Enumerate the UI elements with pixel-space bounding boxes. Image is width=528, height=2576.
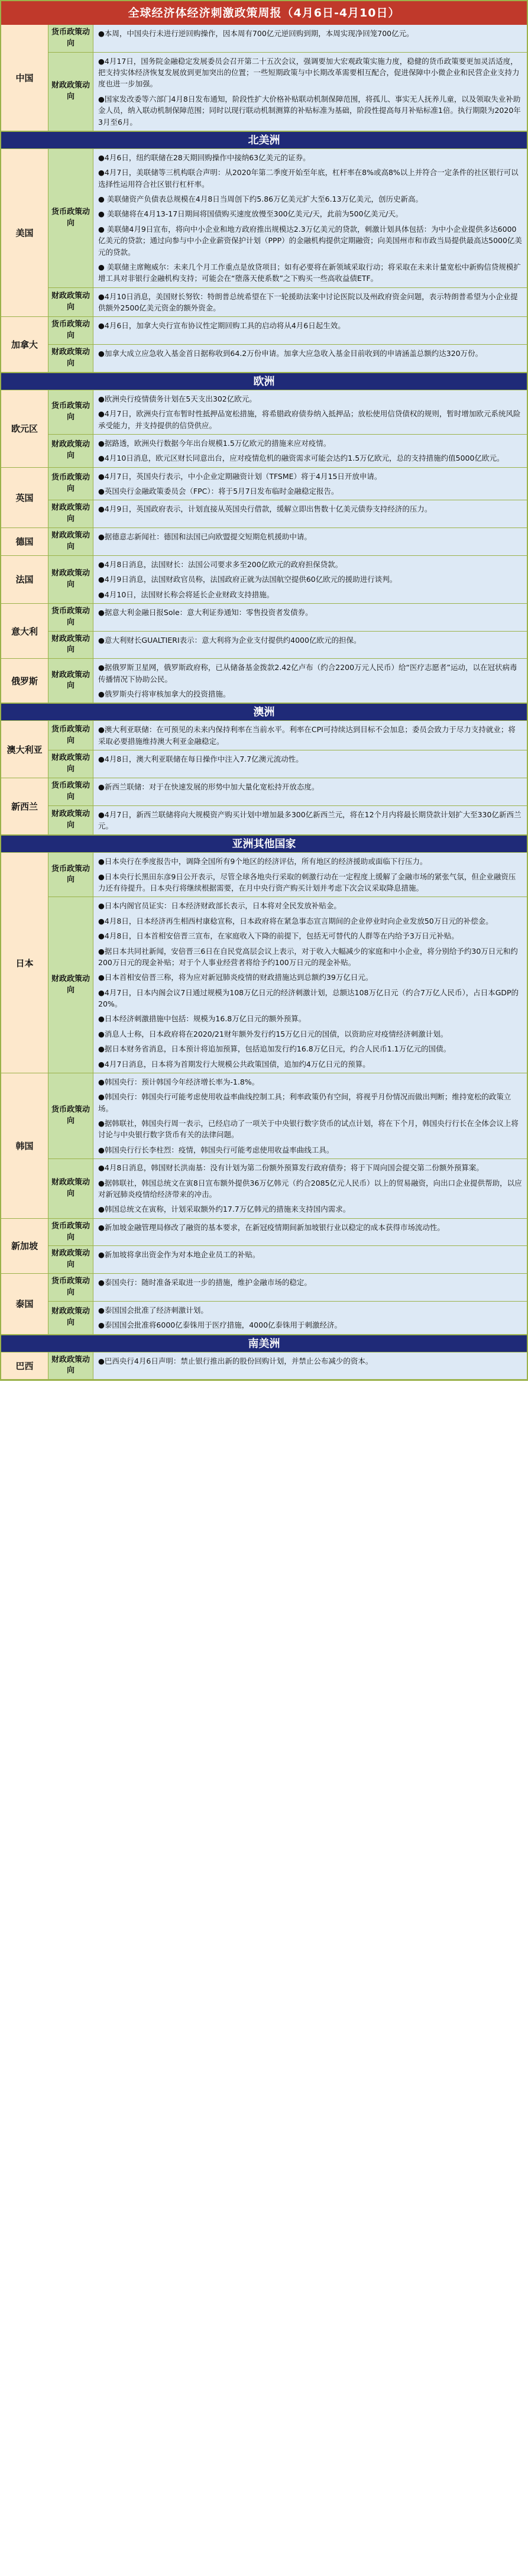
policy-item: ● 美联储资产负债表总规模在4月8日当周创下约5.86万亿美元扩大至6.13万亿美元，创历史新高。	[98, 195, 423, 204]
policy-group	[48, 390, 527, 467]
policy-text	[93, 288, 527, 317]
policy-category: 财政政策动向	[48, 1302, 93, 1334]
policy-category: 财政政策动向	[48, 806, 93, 835]
country-row	[1, 1219, 527, 1274]
policy-item: ●4月7日，英国央行表示，中小企业定期融资计划（TFSME）将于4月15日开放申请。	[98, 471, 382, 481]
policy-category: 财政政策动向	[48, 53, 93, 131]
policy-item: ●据韩联社，韩国总统文在寅8日宣布额外提供36万亿韩元（约合2085亿元人民币）以上的贸易融资，向出口企业提供帮助，以应对新冠肺炎疫情给经济带来的冲击。	[98, 1178, 522, 1199]
policy-item: ●日本经济刺激措施中包括：规模为16.8万亿日元的额外预算。	[98, 1014, 306, 1024]
country-row	[1, 853, 527, 1073]
policy-item: ●据德意志新闻社：德国和法国已向欧盟提交短期危机援助中请。	[98, 532, 312, 542]
country-row	[1, 149, 527, 318]
policy-item: ●4月7日，美联储等三机构联合声明：从2020年第二季度开始至年底，杠杆率在8%或高8%以上并符合一定条件的社区银行可以选择性运用符合社区银行杠杆率。	[98, 168, 519, 189]
country-name: 加拿大	[1, 317, 48, 371]
policy-text	[93, 659, 527, 703]
section-header: 欧洲	[1, 373, 527, 390]
policy-item: ● 美联储将在4月13-17日期间将国债购买速度放慢至300亿美元/天，此前为500亿美元/天。	[98, 209, 403, 219]
country-name: 日本	[1, 853, 48, 1073]
country-row	[1, 468, 527, 528]
policy-row	[48, 390, 527, 435]
policy-text	[93, 317, 527, 344]
policy-item: ●日本首相安倍晋三称，将为应对新冠肺炎疫情的财政措施达到总额约39万亿日元。	[98, 973, 373, 982]
country-row	[1, 25, 527, 131]
country-row	[1, 1274, 527, 1334]
policy-item: ●本周，中国央行未进行逆回购操作，因本周有700亿元逆回购到期，本周实现净回笼700亿元。	[98, 29, 414, 38]
policy-category: 财政政策动向	[48, 659, 93, 703]
policy-row	[48, 149, 527, 288]
policy-text	[93, 778, 527, 805]
policy-text	[93, 435, 527, 467]
policy-category: 财政政策动向	[48, 750, 93, 778]
policy-item: ●俄罗斯央行将审核加拿大的投资措施。	[98, 690, 231, 699]
policy-group	[48, 25, 527, 131]
policy-item: ●4月8日消息，韩国财长洪南基：没有计划为第二份额外预算发行政府债券；将于下周向国会提交第二份额外预算案。	[98, 1163, 484, 1173]
policy-item: ●据日本共同社新闻，安倍晋三6日在自民党高层会议上表示，对于收入大幅减少的家庭和中小企业，将分别给予约30万日元和约200万日元的现金补贴；对于个人事业经营者将给予约100万日元的现金补贴。	[98, 946, 518, 967]
policy-text	[93, 528, 527, 555]
policy-category: 货币政策动向	[48, 1073, 93, 1158]
policy-item: ●欧洲央行疫情债务计划在5天支出302亿欧元。	[98, 394, 257, 403]
policy-text	[93, 1302, 527, 1334]
policy-text	[93, 750, 527, 778]
country-name: 英国	[1, 468, 48, 528]
section-header: 澳洲	[1, 703, 527, 721]
country-name: 泰国	[1, 1274, 48, 1334]
country-row	[1, 721, 527, 778]
policy-text	[93, 853, 527, 897]
policy-item: ●4月17日，国务院金融稳定发展委员会召开第二十五次会议，强调要加大宏观政策实施力度，稳健的货币政策要更加灵活适度，把支持实体经济恢复发展放到更加突出的位置；一些短期政策与中长期改革需要相互配合，促进保障中小微企业和民营企业支持力度也进一步加强。	[98, 56, 520, 89]
policy-item: ●4月9日消息，法国财政官员称，法国政府正就为法国航空提供60亿欧元的援助进行谈判。	[98, 575, 397, 584]
policy-group	[48, 149, 527, 317]
policy-category: 货币政策动向	[48, 853, 93, 897]
policy-row	[48, 1302, 527, 1334]
policy-category: 财政政策动向	[48, 632, 93, 659]
country-name: 新西兰	[1, 778, 48, 834]
policy-item: ●4月7日，新西兰联储将向大规模资产购买计划中增加最多300亿新西兰元，将在12个月内将最长期贷款计划扩大至330亿新西兰元。	[98, 810, 521, 830]
country-name: 韩国	[1, 1073, 48, 1218]
policy-row	[48, 1352, 527, 1380]
policy-row	[48, 1274, 527, 1302]
policy-row	[48, 632, 527, 659]
policy-group	[48, 317, 527, 371]
policy-row	[48, 345, 527, 372]
policy-row	[48, 528, 527, 555]
policy-group	[48, 1219, 527, 1273]
policy-item: ●泰国央行：随时准备采取进一步的措施，维护金融市场的稳定。	[98, 1278, 312, 1287]
country-name: 俄罗斯	[1, 659, 48, 703]
policy-text	[93, 149, 527, 287]
policy-item: ●泰国国会批准将6000亿泰铢用于医疗措施，4000亿泰铢用于刺激经济。	[98, 1321, 342, 1330]
policy-item: ●4月10日，法国财长称会将延长企业财政支持措施。	[98, 590, 274, 599]
policy-row	[48, 317, 527, 345]
policy-text	[93, 1246, 527, 1273]
policy-text	[93, 25, 527, 52]
policy-category: 货币政策动向	[48, 721, 93, 750]
policy-category: 货币政策动向	[48, 1274, 93, 1301]
policy-item: ●韩国央行：韩国央行可能考虑使用收益率曲线控制工具；利率政策仍有空间，将视乎月份情况而做出判断；维持宽松的政策立场。	[98, 1092, 511, 1113]
policy-text	[93, 721, 527, 750]
policy-row	[48, 288, 527, 317]
policy-text	[93, 468, 527, 500]
policy-row	[48, 1246, 527, 1273]
policy-item: ●新加坡将拿出资金作为对本地企业员工的补贴。	[98, 1250, 260, 1260]
policy-item: ●4月8日，日本经济再生相西村康稔宣称，日本政府将在紧急事态宣言期间的企业停业时向企业发放50万日元的补偿金。	[98, 916, 493, 925]
country-name: 美国	[1, 149, 48, 317]
policy-row	[48, 1073, 527, 1159]
country-row	[1, 317, 527, 372]
country-name: 法国	[1, 556, 48, 603]
policy-item: ● 美联储4月9日宣布，将向中小企业和地方政府推出规模达2.3万亿美元的贷款，刺激计划具体包括：为中小企业提供多达6000亿美元的贷款；通过向参与中小企业薪资保护计划（PPP）的金融机构提供定期融资；向美国州市和市政当局提供最高达5000亿美元的贷款。	[98, 224, 522, 257]
policy-row	[48, 897, 527, 1073]
country-row	[1, 390, 527, 468]
policy-item: ●据意大利金融日报Sole：意大利证券通知：零售投资者发债券。	[98, 607, 313, 617]
policy-item: ● 美联储主席鲍威尔：未来几个月工作重点是放贷项目；如有必要将在新领域采取行动；将采取在未来计量宽松中新购信贷规模扩增工具对非银行金融机构支持；可能会在“堕落天使系数”之下购买一些高收益债ETF。	[98, 262, 521, 283]
policy-item: ●新西兰联储：对于在快速发展的形势中加大量化宽松持开放态度。	[98, 782, 319, 791]
policy-item: ●日本内阁官员证实：日本经济财政部长表示，日本将对全民发放补贴金。	[98, 901, 341, 911]
policy-item: ●新加坡金融管理局修改了融资的基本要求，在新冠疫情期间新加坡银行业以稳定的成本获得市场流动性。	[98, 1222, 445, 1232]
policy-category: 货币政策动向	[48, 1219, 93, 1246]
policy-item: ●4月8日，日本首相安倍晋三宣布，在家庭收入下降的前提下，包括无可替代的人群等在内给予3万日元补贴。	[98, 931, 459, 941]
policy-item: ●消息人士称，日本政府将在2020/21财年额外发行约15万亿日元的国债，以资助应对疫情经济刺激计划。	[98, 1029, 448, 1038]
policy-row	[48, 721, 527, 750]
policy-item: ●澳大利亚联储：在可预见的未来内保持利率在当前水平。利率在CPI可持续达到目标不会加息；委员会致力于尽力支持就业；将采取必要措施维持澳大利亚金融稳定。	[98, 725, 516, 746]
policy-text	[93, 604, 527, 631]
policy-item: ●加拿大成立应急收入基金首日据称收到64.2万份申请。加拿大应急收入基金目前收到的申请涵盖总额约达320万份。	[98, 349, 483, 358]
policy-category: 财政政策动向	[48, 345, 93, 372]
policy-item: ●4月7日消息，日本将为首期发行大规模公共政策国债，追加约4万亿日元的预算。	[98, 1059, 370, 1069]
policy-item: ●日本央行在季度报告中，调降全国所有9个地区的经济评估，所有地区的经济援助或面临下行压力。	[98, 857, 427, 866]
policy-row	[48, 556, 527, 603]
policy-row	[48, 778, 527, 806]
policy-row	[48, 604, 527, 632]
policy-category: 财政政策动向	[48, 1159, 93, 1218]
policy-item: ●英国央行金融政策委员会（FPC）：将于5月7日发布临时金融稳定报告。	[98, 487, 339, 496]
policy-group	[48, 1274, 527, 1334]
policy-group	[48, 721, 527, 777]
policy-group	[48, 853, 527, 1073]
policy-category: 财政政策动向	[48, 1246, 93, 1273]
section-header: 北美洲	[1, 131, 527, 149]
policy-item: ●国家发改委等六部门4月8日发布通知，阶段性扩大价格补贴联动机制保障范围，将孤儿、事实无人抚养儿童，以及领取失业补助金人员，纳入联动机制保障范围；同时以现行联动机制测算的补贴标准为基础，阶段性提高每月补贴标准1倍。执行期限为2020年3月至6月。	[98, 94, 521, 127]
policy-group	[48, 528, 527, 555]
section-header: 亚洲其他国家	[1, 835, 527, 853]
policy-item: ●4月7日，日本内阁会议7日通过规模为108万亿日元的经济刺激计划，总额达108万亿日元（约合7万亿人民币），占日本GDP的20%。	[98, 988, 519, 1009]
policy-item: ●据俄罗斯卫星网，俄罗斯政府称，已从储备基金拨款2.42亿卢布（约合2200万元人民币）给“医疗志愿者”运动，以在冠状病毒传播情况下协助公民。	[98, 663, 517, 684]
policy-row	[48, 500, 527, 528]
policy-row	[48, 25, 527, 53]
policy-item: ●4月7日，欧洲央行宣布暂时性抵押品宽松措施，将希腊政府债券纳入抵押品；放松使用信贷债权的规则，暂时增加欧元系统风险承受能力，并支持提供的信贷供应。	[98, 409, 521, 430]
policy-row	[48, 1219, 527, 1247]
policy-text	[93, 53, 527, 131]
country-name: 中国	[1, 25, 48, 131]
policy-category: 财政政策动向	[48, 1352, 93, 1380]
policy-item: ●4月6日，纽约联储在28天期回购操作中接纳63亿美元的证券。	[98, 153, 310, 162]
policy-group	[48, 778, 527, 834]
policy-item: ●4月10日消息，美国财长努钦：特朗普总统希望在下一轮援助法案中讨论医院以及州政府资金问题，表示特朗普希望为小企业提供额外2500亿美元资金的额外资金。	[98, 292, 518, 313]
policy-item: ●4月8日消息，法国财长：法国公司要求多至200亿欧元的政府担保贷款。	[98, 559, 343, 569]
policy-category: 财政政策动向	[48, 288, 93, 317]
policy-item: ●韩国总统文在寅称，计划采取额外约17.7万亿韩元的措施来支持国内需求。	[98, 1205, 351, 1214]
policy-category: 货币政策动向	[48, 604, 93, 631]
policy-group	[48, 1352, 527, 1380]
policy-group	[48, 468, 527, 528]
country-name: 德国	[1, 528, 48, 555]
country-row	[1, 1073, 527, 1219]
policy-category: 货币政策动向	[48, 149, 93, 287]
country-name: 巴西	[1, 1352, 48, 1380]
policy-item: ●据路透，欧洲央行数据今年出台规模1.5万亿欧元的措施来应对疫情。	[98, 438, 331, 448]
policy-category: 财政政策动向	[48, 528, 93, 555]
country-row	[1, 556, 527, 604]
policy-text	[93, 632, 527, 659]
policy-text	[93, 1274, 527, 1301]
policy-text	[93, 1352, 527, 1380]
section-header: 南美洲	[1, 1335, 527, 1352]
policy-category: 货币政策动向	[48, 390, 93, 434]
policy-category: 财政政策动向	[48, 435, 93, 467]
policy-group	[48, 604, 527, 658]
policy-item: ●意大利财长GUALTIERI表示：意大利将为企业支付提供约4000亿欧元的担保。	[98, 635, 361, 645]
policy-category: 财政政策动向	[48, 897, 93, 1073]
policy-text	[93, 500, 527, 528]
policy-item: ●巴西央行4月6日声明：禁止银行推出新的股份回购计划，并禁止公布减少的资本。	[98, 1356, 373, 1365]
policy-group	[48, 659, 527, 703]
policy-category: 财政政策动向	[48, 556, 93, 603]
policy-text	[93, 806, 527, 835]
policy-row	[48, 468, 527, 501]
report-title: 全球经济体经济刺激政策周报（4月6日-4月10日）	[1, 1, 527, 25]
policy-row	[48, 1159, 527, 1218]
policy-item: ●4月9日，英国政府表示，计划直接从英国央行借款，缓解立即出售数十亿美元债券支持经济的压力。	[98, 504, 432, 514]
country-name: 欧元区	[1, 390, 48, 467]
country-row	[1, 659, 527, 703]
policy-category: 货币政策动向	[48, 25, 93, 52]
policy-text	[93, 897, 527, 1073]
policy-text	[93, 1159, 527, 1218]
policy-row	[48, 53, 527, 131]
country-row	[1, 528, 527, 556]
policy-item: ●4月8日，澳大利亚联储在每日操作中注入7.7亿澳元流动性。	[98, 755, 303, 764]
policy-category: 货币政策动向	[48, 778, 93, 805]
policy-text	[93, 345, 527, 372]
policy-category: 货币政策动向	[48, 468, 93, 500]
country-row	[1, 1352, 527, 1380]
policy-row	[48, 806, 527, 835]
policy-text	[93, 1073, 527, 1158]
country-name: 意大利	[1, 604, 48, 658]
policy-item: ●日本央行长黑田东彦9日公开表示，尽管全球各地央行采取的刺激行动在一定程度上缓解了金融市场的紧张气氛，但企业融资压力还有待提升。日本央行将继续根据需要，在月中央行资产购买计划并考虑下次会议采取降息措施。	[98, 872, 516, 893]
policy-item: ●4月10日消息，欧元区财长同意出台，应对疫情危机的融资需求可能会达约1.5万亿欧元，总的支持措施约值5000亿欧元。	[98, 454, 504, 463]
policy-group	[48, 1073, 527, 1218]
policy-category: 货币政策动向	[48, 317, 93, 344]
policy-category: 财政政策动向	[48, 500, 93, 528]
policy-item: ●泰国国会批准了经济刺激计划。	[98, 1305, 208, 1315]
report-body	[1, 25, 527, 1380]
policy-row	[48, 750, 527, 778]
policy-row	[48, 659, 527, 703]
country-name: 澳大利亚	[1, 721, 48, 777]
policy-text	[93, 1219, 527, 1246]
policy-item: ●韩国央行：预计韩国今年经济增长率为-1.8%。	[98, 1077, 260, 1086]
country-row	[1, 604, 527, 659]
policy-group	[48, 556, 527, 603]
country-row	[1, 778, 527, 835]
policy-item: ●4月6日，加拿大央行宣布协议性定期回购工具的启动将从4月6日起生效。	[98, 321, 345, 331]
country-name: 新加坡	[1, 1219, 48, 1273]
policy-text	[93, 390, 527, 434]
policy-item: ●据韩联社，韩国央行周一表示，已经启动了一项关于中央银行数字货币的试点计划，将在下个月，韩国央行行长在全体会议上将讨论与中央银行数字货币有关的法律问题。	[98, 1119, 519, 1140]
policy-item: ●韩国央行行长李柱烈：疫情，韩国央行可能考虑使用收益率曲线工具。	[98, 1145, 334, 1154]
policy-row	[48, 853, 527, 897]
policy-item: ●据日本财务省消息，日本预计将追加预算，包括追加发行约16.8万亿日元，约合人民币1.1万亿元的国债。	[98, 1044, 451, 1054]
policy-row	[48, 435, 527, 467]
policy-text	[93, 556, 527, 603]
